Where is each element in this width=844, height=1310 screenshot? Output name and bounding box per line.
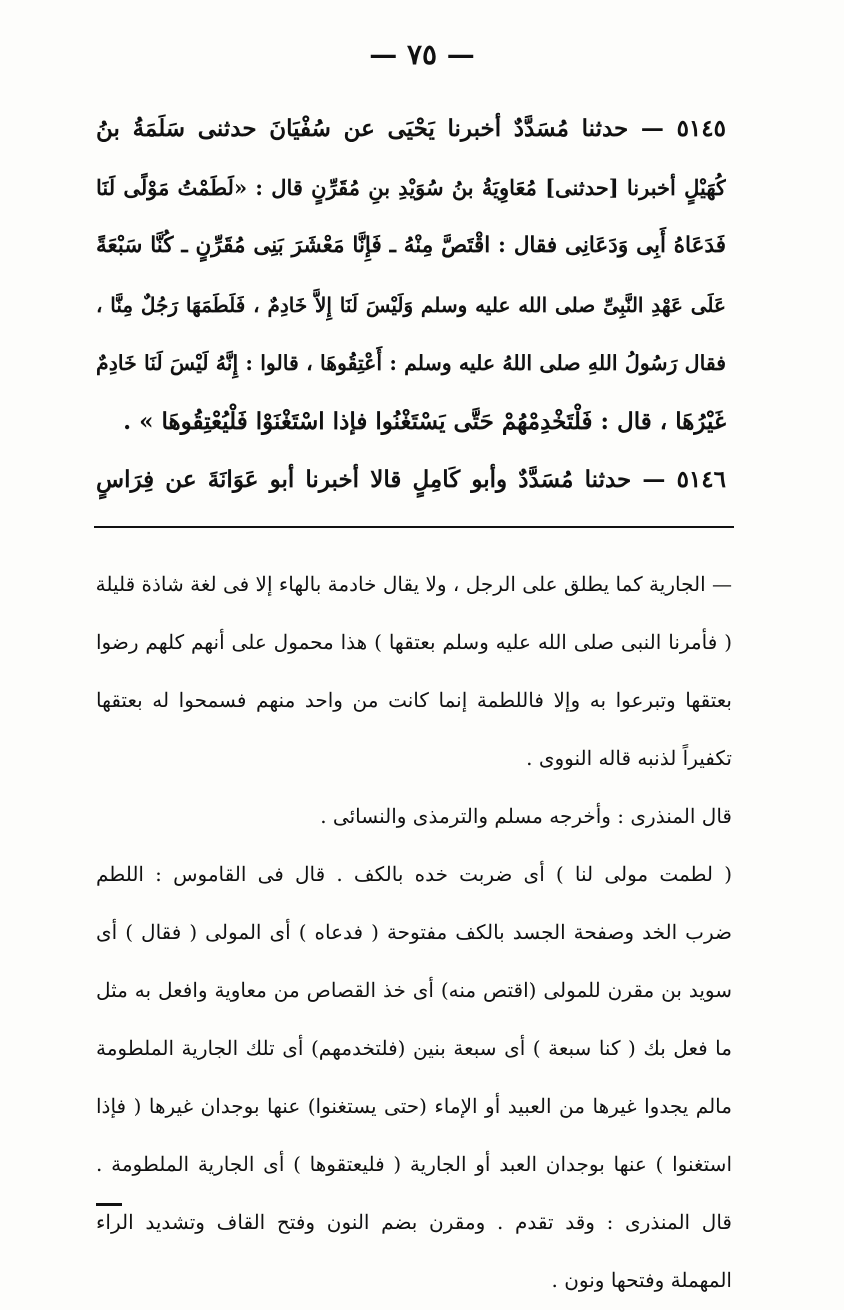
commentary-text	[96, 555, 732, 1309]
commentary-line: قال المنذرى : وقد تقدم . ومقرن بضم النون وفتح القاف وتشديد الراء	[96, 1210, 732, 1234]
commentary-line: — الجارية كما يطلق على الرجل ، ولا يقال خادمة بالهاء إلا فى لغة شاذة قليلة	[96, 572, 732, 596]
commentary-line: ضرب الخد وصفحة الجسد بالكف مفتوحة ( فدعاه ) أى المولى ( فقال ) أى	[96, 920, 732, 944]
footnote-divider	[94, 526, 734, 528]
hadith-line: فقال رَسُولُ اللهِ صلى اللهُ عليه وسلم : أَعْتِقُوهَا ، قالوا : إِنَّهُ لَيْسَ لَنَا خَادِمٌ	[96, 351, 726, 375]
commentary-line: تكفيراً لذنبه قاله النووى .	[526, 746, 732, 770]
hadith-text	[96, 100, 726, 510]
commentary-line: ( لطمت مولى لنا ) أى ضربت خده بالكف . قال فى القاموس : اللطم	[96, 862, 732, 886]
hadith-line: ٥١٤٥ — حدثنا مُسَدَّدٌ أخبرنا يَحْيَى عن سُفْيَانَ حدثنى سَلَمَةُ بنُ	[96, 115, 726, 142]
commentary-line: ( فأمرنا النبى صلى الله عليه وسلم بعتقها ) هذا محمول على أنهم كلهم رضوا	[96, 630, 732, 654]
continuation-dash	[96, 1203, 122, 1206]
commentary-line: مالم يجدوا غيرها من العبيد أو الإماء (حتى يستغنوا) عنها بوجدان غيرها ( فإذا	[96, 1094, 732, 1118]
commentary-line: استغنوا ) عنها بوجدان العبد أو الجارية ( فليعتقوها ) أى الجارية الملطومة .	[96, 1152, 732, 1176]
commentary-line: المهملة وفتحها ونون .	[551, 1268, 732, 1292]
commentary-line: سويد بن مقرن للمولى (اقتص منه) أى خذ القصاص من معاوية وافعل به مثل	[96, 978, 732, 1002]
hadith-line: ٥١٤٦ — حدثنا مُسَدَّدٌ وأبو كَامِلٍ قالا أخبرنا أبو عَوَانَةَ عن فِرَاسٍ	[96, 466, 726, 493]
commentary-line: قال المنذرى : وأخرجه مسلم والترمذى والنسائى .	[320, 804, 732, 828]
hadith-line: كُهَيْلٍ أخبرنا [حدثنى] مُعَاوِيَةُ بنُ سُوَيْدِ بنِ مُقَرِّنٍ قال : «لَطَمْتُ مَوْلًى لَنَا	[96, 174, 726, 200]
hadith-line: فَدَعَاهُ أَبِى وَدَعَانِى فقال : اقْتَصَّ مِنْهُ ـ فَإِنَّا مَعْشَرَ بَنِى مُقَرِّنٍ ـ كُنَّا سَبْعَةً	[96, 233, 726, 258]
commentary-line: بعتقها وتبرعوا به وإلا فاللطمة إنما كانت من واحد منهم فسمحوا له بعتقها	[96, 688, 732, 712]
commentary-line: ما فعل بك ( كنا سبعة ) أى سبعة بنين (فلتخدمهم) أى تلك الجارية الملطومة	[96, 1036, 732, 1060]
hadith-line: عَلَى عَهْدِ النَّبِىِّ صلى الله عليه وسلم وَلَيْسَ لَنَا إِلاَّ خَادِمٌ ، فَلَطَمَهَا رَجُلٌ مِنَّا ،	[96, 292, 726, 317]
hadith-line: غَيْرُهَا ، قال : فَلْتَخْدِمْهُمْ حَتَّى يَسْتَغْنُوا فإذا اسْتَغْنَوْا فَلْيُعْتِقُوهَا » .	[123, 407, 726, 435]
page-number: — ٧٥ —	[369, 38, 475, 71]
